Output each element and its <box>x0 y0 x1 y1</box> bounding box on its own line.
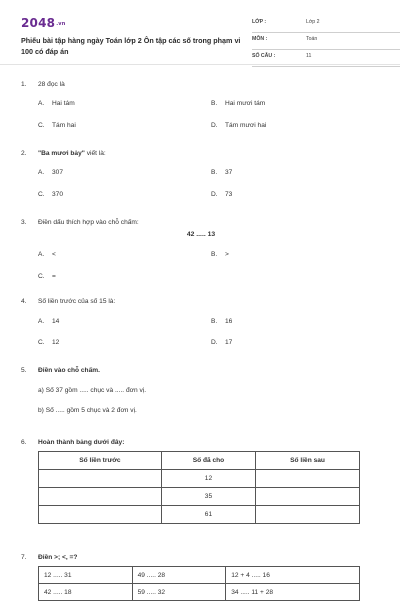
question-3 <box>21 219 381 283</box>
option-c[interactable] <box>38 191 63 198</box>
option-c[interactable] <box>38 339 59 346</box>
option-a[interactable] <box>38 100 75 107</box>
option-text: 17 <box>225 339 233 346</box>
option-b[interactable] <box>211 251 229 258</box>
worksheet-meta <box>252 16 400 67</box>
option-letter: C. <box>38 339 45 346</box>
option-text: Tám mươi hai <box>225 122 267 129</box>
option-text: 370 <box>52 191 64 198</box>
column-header: Số liền sau <box>256 452 360 470</box>
option-letter: C. <box>38 273 45 280</box>
meta-value: Toán <box>306 36 318 42</box>
table-cell[interactable] <box>256 470 360 488</box>
option-text: Tám hai <box>52 122 76 129</box>
table-row <box>39 488 360 506</box>
option-letter: B. <box>211 100 218 107</box>
option-text: 307 <box>52 169 64 176</box>
option-text: 16 <box>225 318 233 325</box>
question-text: Số liền trước của số 15 là: <box>38 298 116 305</box>
option-letter: B. <box>211 251 218 258</box>
table-cell[interactable] <box>256 506 360 524</box>
table-cell[interactable]: 42 ..... 18 <box>39 584 133 601</box>
option-letter: B. <box>211 318 218 325</box>
table-cell: 12 <box>161 470 255 488</box>
comparison-table <box>38 566 360 601</box>
question-text: Điền dấu thích hợp vào chỗ chấm: <box>38 219 139 226</box>
option-letter: B. <box>211 169 218 176</box>
question-rest: viết là: <box>84 150 106 157</box>
table-cell[interactable] <box>256 488 360 506</box>
option-text: 12 <box>52 339 60 346</box>
table-cell[interactable]: 12 + 4 ..... 16 <box>226 567 360 584</box>
header-divider <box>0 64 400 65</box>
worksheet-title: Phiếu bài tập hàng ngày Toán lớp 2 Ôn tập các số trong phạm vi 100 có đáp án <box>21 36 241 56</box>
table-cell[interactable]: 59 ..... 32 <box>132 584 226 601</box>
question-2 <box>21 150 381 200</box>
option-letter: A. <box>38 318 45 325</box>
table-cell[interactable]: 49 ..... 28 <box>132 567 226 584</box>
logo-suffix: .vn <box>56 20 66 27</box>
table-header-row <box>39 452 360 470</box>
question-text: Hoàn thành bảng dưới đây: <box>38 439 125 446</box>
table-row <box>39 567 360 584</box>
meta-key: SỐ CÂU : <box>252 53 276 59</box>
logo-text: 2048 <box>21 16 56 30</box>
option-text: Hai tám <box>52 100 75 107</box>
meta-value: 11 <box>306 53 312 59</box>
table-cell[interactable] <box>39 506 162 524</box>
question-number: 1. <box>21 81 27 88</box>
question-7 <box>21 554 381 600</box>
question-text: 28 đọc là <box>38 81 65 88</box>
option-b[interactable] <box>211 100 265 107</box>
option-b[interactable] <box>211 169 232 176</box>
option-text: 73 <box>225 191 233 198</box>
question-number: 4. <box>21 298 27 305</box>
option-text: Hai mươi tám <box>225 100 266 107</box>
option-d[interactable] <box>211 339 232 346</box>
option-text: = <box>52 273 56 280</box>
question-number: 6. <box>21 439 27 446</box>
table-cell[interactable] <box>39 488 162 506</box>
table-row <box>39 506 360 524</box>
option-b[interactable] <box>211 318 232 325</box>
question-number: 2. <box>21 150 27 157</box>
table-cell[interactable]: 12 ..... 31 <box>39 567 133 584</box>
option-letter: A. <box>38 169 45 176</box>
question-4 <box>21 298 381 348</box>
number-table <box>38 451 360 524</box>
question-number: 3. <box>21 219 27 226</box>
fill-line-a: a) Số 37 gồm ..... chục và ..... đơn vị. <box>38 387 147 394</box>
meta-value: Lớp 2 <box>306 19 320 25</box>
option-c[interactable] <box>38 122 76 129</box>
question-text: Điền >; <, =? <box>38 554 78 561</box>
table-cell[interactable] <box>39 470 162 488</box>
option-letter: A. <box>38 251 45 258</box>
option-text: 37 <box>225 169 233 176</box>
option-text: > <box>225 251 229 258</box>
option-a[interactable] <box>38 251 56 258</box>
option-letter: D. <box>211 191 218 198</box>
site-logo[interactable] <box>21 16 66 30</box>
table-cell: 61 <box>161 506 255 524</box>
meta-row-class <box>252 16 400 33</box>
meta-row-subject <box>252 33 400 50</box>
table-cell[interactable]: 34 ..... 11 + 28 <box>226 584 360 601</box>
option-text: < <box>52 251 56 258</box>
option-letter: D. <box>211 122 218 129</box>
option-letter: C. <box>38 191 45 198</box>
question-quote: "Ba mươi bảy" <box>38 150 85 157</box>
question-6 <box>21 439 381 539</box>
question-5 <box>21 367 381 417</box>
option-c[interactable] <box>38 273 56 280</box>
option-d[interactable] <box>211 191 232 198</box>
question-text <box>38 150 106 157</box>
question-text: Điền vào chỗ chấm. <box>38 367 100 374</box>
column-header: Số đã cho <box>161 452 255 470</box>
option-a[interactable] <box>38 169 63 176</box>
option-a[interactable] <box>38 318 59 325</box>
question-number: 7. <box>21 554 27 561</box>
option-letter: C. <box>38 122 45 129</box>
comparison-expression: 42 ..... 13 <box>186 231 216 238</box>
table-row <box>39 470 360 488</box>
table-row <box>39 584 360 601</box>
option-letter: D. <box>211 339 218 346</box>
meta-key: MÔN : <box>252 36 268 42</box>
table-cell: 35 <box>161 488 255 506</box>
fill-line-b: b) Số ..... gồm 5 chục và 2 đơn vị. <box>38 407 137 414</box>
column-header: Số liền trước <box>39 452 162 470</box>
question-number: 5. <box>21 367 27 374</box>
meta-key: LỚP : <box>252 19 267 25</box>
option-letter: A. <box>38 100 45 107</box>
option-text: 14 <box>52 318 60 325</box>
option-d[interactable] <box>211 122 266 129</box>
question-1 <box>21 81 381 131</box>
